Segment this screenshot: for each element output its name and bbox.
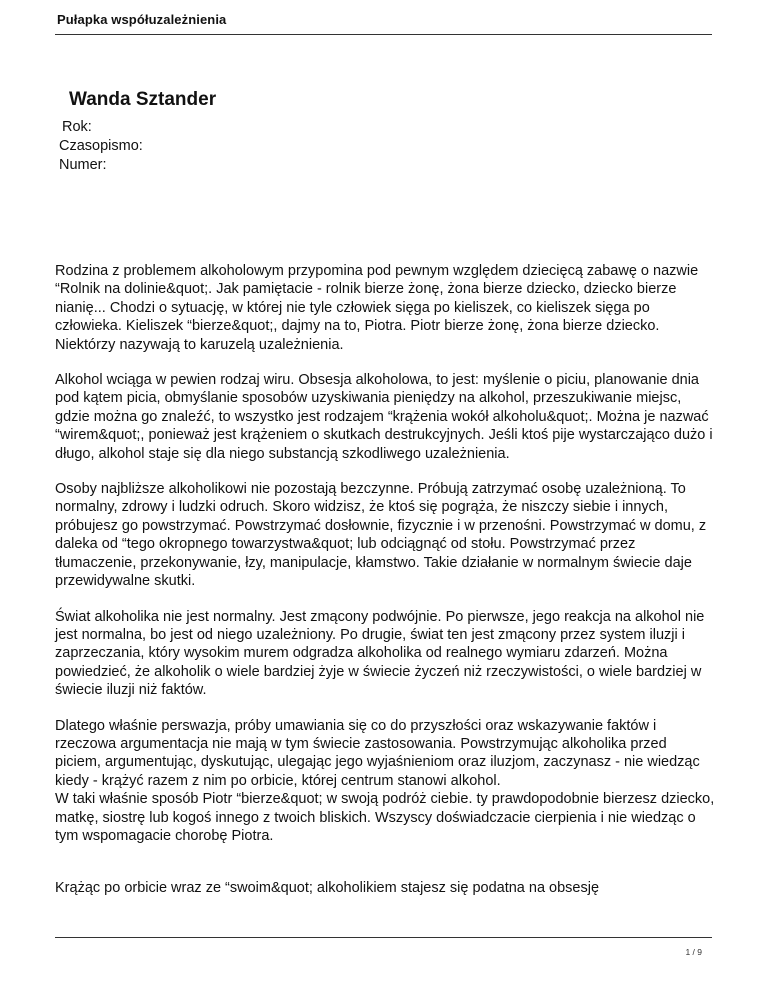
paragraph: Rodzina z problemem alkoholowym przypomina pod pewnym względem dziecięcą zabawę o nazwie “Rolnik na dolinie&quot;. Jak pamiętacie - rolnik bierze żonę, żona bierze dziecko, dziecko bierze nianię... Chodzi o sytuację, w której nie tyle człowiek sięga po kieliszek, co kieliszek sięga po człowieka. Kieliszek “bierze&quot;, dajmy na to, Piotra. Piotr bierze żonę, żona bierze dziecko. Niektórzy nazywają to karuzelą uzależnienia. <box>55 263 699 353</box>
footer-divider <box>55 937 712 938</box>
article-author: Wanda Sztander <box>69 89 217 110</box>
meta-journal-label: Czasopismo: <box>59 138 143 154</box>
article-meta <box>59 118 143 175</box>
article-body <box>55 262 715 915</box>
page-header-title: Pułapka współuzależnienia <box>57 12 227 27</box>
paragraph: W taki właśnie sposób Piotr “bierze&quot; w swoją podróż ciebie. ty prawdopodobnie bierzesz dziecko, matkę, siostrę lub kogoś innego z twoich bliskich. Wszyscy doświadczacie cierpienia i nie wiedząc o tym wspomagacie chorobę Piotra. <box>55 791 715 844</box>
paragraph: Krążąc po orbicie wraz ze “swoim&quot; alkoholikiem stajesz się podatna na obsesję <box>55 880 600 897</box>
meta-issue-label: Numer: <box>59 157 107 173</box>
paragraph: Alkohol wciąga w pewien rodzaj wiru. Obsesja alkoholowa, to jest: myślenie o piciu, planowanie dnia pod kątem picia, obmyślanie sposobów uzyskiwania pieniędzy na alkohol, przeszukiwanie miejsc, gdzie można go znaleźć, to wszystko jest rodzajem “krążenia wokół alkoholu&quot;. Można je nazwać “wirem&quot;, ponieważ jest krążeniem o skutkach destrukcyjnych. Jeśli ktoś pije wystarczająco dużo i długo, alkohol staje się dla niego substancją szkodliwego uzależnienia. <box>55 372 713 462</box>
meta-year-label: Rok: <box>62 119 92 135</box>
page-number: 1 / 9 <box>685 947 702 957</box>
header-divider <box>55 34 712 35</box>
paragraph: Dlatego właśnie perswazja, próby umawiania się co do przyszłości oraz wskazywanie faktów i rzeczowa argumentacja nie mają w tym świecie zastosowania. Powstrzymując alkoholika przed piciem, argumentując, dyskutując, ulegając jego wyjaśnieniom oraz iluzjom, zaczynasz - nie wiedząc kiedy - krążyć razem z nim po orbicie, której centrum stanowi alkohol. <box>55 717 700 789</box>
paragraph: Osoby najbliższe alkoholikowi nie pozostają bezczynne. Próbują zatrzymać osobę uzależnioną. To normalny, zdrowy i ludzki odruch. Skoro widzisz, że ktoś się pogrąża, że niszczy siebie i innych, próbujesz go powstrzymać. Powstrzymać dosłownie, fizycznie i w przenośni. Powstrzymać w domu, z daleka od “tego okropnego towarzystwa&quot; lub odciągnąć od stołu. Powstrzymać przez tłumaczenie, przekonywanie, łzy, manipulacje, kłamstwo. Takie działanie w normalnym świecie daje przewidywalne skutki. <box>55 481 707 590</box>
paragraph: Świat alkoholika nie jest normalny. Jest zmącony podwójnie. Po pierwsze, jego reakcja na alkohol nie jest normalna, bo jest od niego uzależniony. Po drugie, świat ten jest zmącony przez system iluzji i zaprzeczania, który wysokim murem odgradza alkoholika od realnego wymiaru zdarzeń. Można powiedzieć, że alkoholik o wiele bardziej żyje w świecie życzeń niż rzeczywistości, o wiele bardziej w świecie iluzji niż faktów. <box>55 608 705 699</box>
